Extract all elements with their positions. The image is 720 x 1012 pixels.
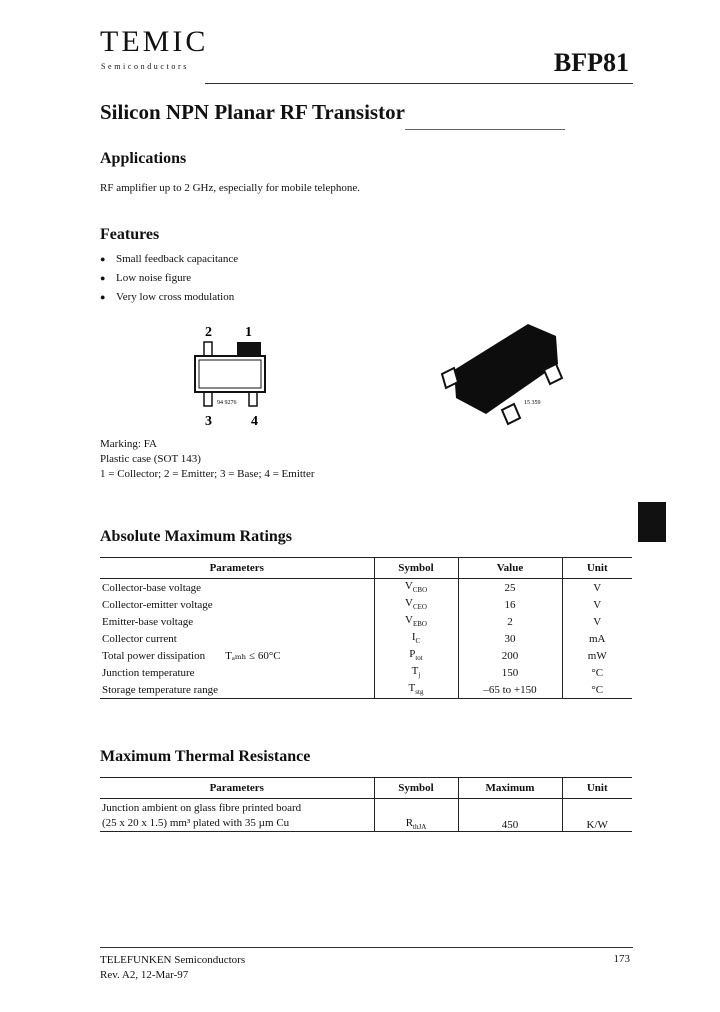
document-title: Silicon NPN Planar RF Transistor <box>100 100 405 124</box>
value-cell: 2 <box>458 613 562 630</box>
table-row <box>100 630 632 647</box>
bullet-icon: ● <box>100 273 106 283</box>
package-code: 94 9276 <box>217 400 237 406</box>
package-3d-illustration <box>430 318 570 428</box>
unit-cell: °C <box>562 664 632 681</box>
symbol-cell: $T_j$ <box>374 664 458 681</box>
param-cell: Junction temperature <box>102 666 195 679</box>
abs-max-heading: Absolute Maximum Ratings <box>100 528 293 545</box>
bullet-icon: ● <box>100 254 106 264</box>
table-row <box>100 596 632 613</box>
footer-company: TELEFUNKEN Semiconductors <box>100 954 246 966</box>
table-row <box>100 647 632 664</box>
param-cell: Collector-base voltage <box>102 581 202 594</box>
applications-text: RF amplifier up to 2 GHz, especially for mobile telephone. <box>100 182 360 194</box>
thermal-unit: K/W <box>562 799 632 832</box>
value-cell: 30 <box>458 630 562 647</box>
part-number: BFP81 <box>553 48 629 77</box>
symbol-cell: $V_{CBO}$ <box>374 579 458 597</box>
unit-cell: V <box>562 596 632 613</box>
value-cell: 25 <box>458 579 562 597</box>
table-row <box>100 799 632 832</box>
pinout-line: 1 = Collector; 2 = Emitter; 3 = Base; 4 = Emitter <box>100 468 315 480</box>
pin-3-lead <box>204 392 212 406</box>
thermal-param: Junction ambient on glass fibre printed board (25 x 20 x 1.5) mm³ plated with 35 µm Cu <box>100 799 374 832</box>
pin-4-label: 4 <box>251 414 258 429</box>
features-heading: Features <box>100 226 160 243</box>
page-number: 173 <box>613 953 630 965</box>
col-parameters: Parameters <box>100 778 374 799</box>
package-outline-diagram <box>185 318 295 430</box>
pin-1-label: 1 <box>245 325 252 340</box>
temic-logo: TEMIC <box>100 25 209 58</box>
features-list <box>100 250 238 307</box>
footer-revision: Rev. A2, 12-Mar-97 <box>100 969 189 981</box>
marking-info <box>100 437 315 482</box>
thermal-heading: Maximum Thermal Resistance <box>100 748 311 765</box>
thermal-symbol: $R_{thJA}$ <box>374 799 458 832</box>
unit-cell: V <box>562 613 632 630</box>
col-parameters: Parameters <box>100 558 374 579</box>
col-value: Value <box>458 558 562 579</box>
table-row <box>100 613 632 630</box>
col-unit: Unit <box>562 778 632 799</box>
param-cell: Collector current <box>102 632 177 645</box>
table-row <box>100 664 632 681</box>
section-tab-marker <box>638 502 666 542</box>
col-unit: Unit <box>562 558 632 579</box>
col-symbol: Symbol <box>374 558 458 579</box>
package-body-inner <box>199 360 261 388</box>
value-cell: –65 to +150 <box>458 681 562 699</box>
pin-1-lead <box>237 342 261 356</box>
footer-rule <box>100 947 633 948</box>
table-header-row <box>100 558 632 579</box>
pin-4-lead <box>249 392 257 406</box>
col-symbol: Symbol <box>374 778 458 799</box>
package-body <box>195 356 265 392</box>
value-cell: 16 <box>458 596 562 613</box>
param-cell: Total power dissipation Tₐₘₕ ≤ 60°C <box>102 650 281 662</box>
symbol-cell: $T_{stg}$ <box>374 681 458 699</box>
case-line: Plastic case (SOT 143) <box>100 453 201 465</box>
unit-cell: mW <box>562 647 632 664</box>
logo-subtitle: Semiconductors <box>101 62 189 71</box>
abs-max-table <box>100 557 632 699</box>
package-3d-code: 15 359 <box>524 400 541 406</box>
pin-2-label: 2 <box>205 325 212 340</box>
param-cell: Emitter-base voltage <box>102 615 194 628</box>
unit-cell: °C <box>562 681 632 699</box>
package-3d-lead <box>502 404 520 424</box>
param-cell: Collector-emitter voltage <box>102 598 213 611</box>
unit-cell: mA <box>562 630 632 647</box>
title-rule <box>405 129 565 130</box>
bullet-icon: ● <box>100 292 106 302</box>
value-cell: 150 <box>458 664 562 681</box>
thermal-table <box>100 777 632 832</box>
applications-heading: Applications <box>100 150 187 167</box>
value-cell: 200 <box>458 647 562 664</box>
symbol-cell: $P_{tot}$ <box>374 647 458 664</box>
table-header-row <box>100 778 632 799</box>
unit-cell: V <box>562 579 632 597</box>
feature-item: ● Small feedback capacitance <box>100 250 238 269</box>
symbol-cell: $I_C$ <box>374 630 458 647</box>
feature-item: ● Very low cross modulation <box>100 288 238 307</box>
package-3d-body <box>454 324 558 414</box>
symbol-cell: $V_{CEO}$ <box>374 596 458 613</box>
pin-3-label: 3 <box>205 414 212 429</box>
param-cell: Storage temperature range <box>100 681 374 699</box>
header-rule <box>205 83 633 84</box>
col-maximum: Maximum <box>458 778 562 799</box>
marking-line: Marking: FA <box>100 438 157 450</box>
feature-item: ● Low noise figure <box>100 269 238 288</box>
condition: Tₐₘₕ ≤ 60°C <box>225 650 281 662</box>
table-row <box>100 681 632 699</box>
thermal-value: 450 <box>458 799 562 832</box>
table-row <box>100 579 632 597</box>
pin-2-lead <box>204 342 212 356</box>
symbol-cell: $V_{EBO}$ <box>374 613 458 630</box>
footer-left <box>100 953 245 983</box>
